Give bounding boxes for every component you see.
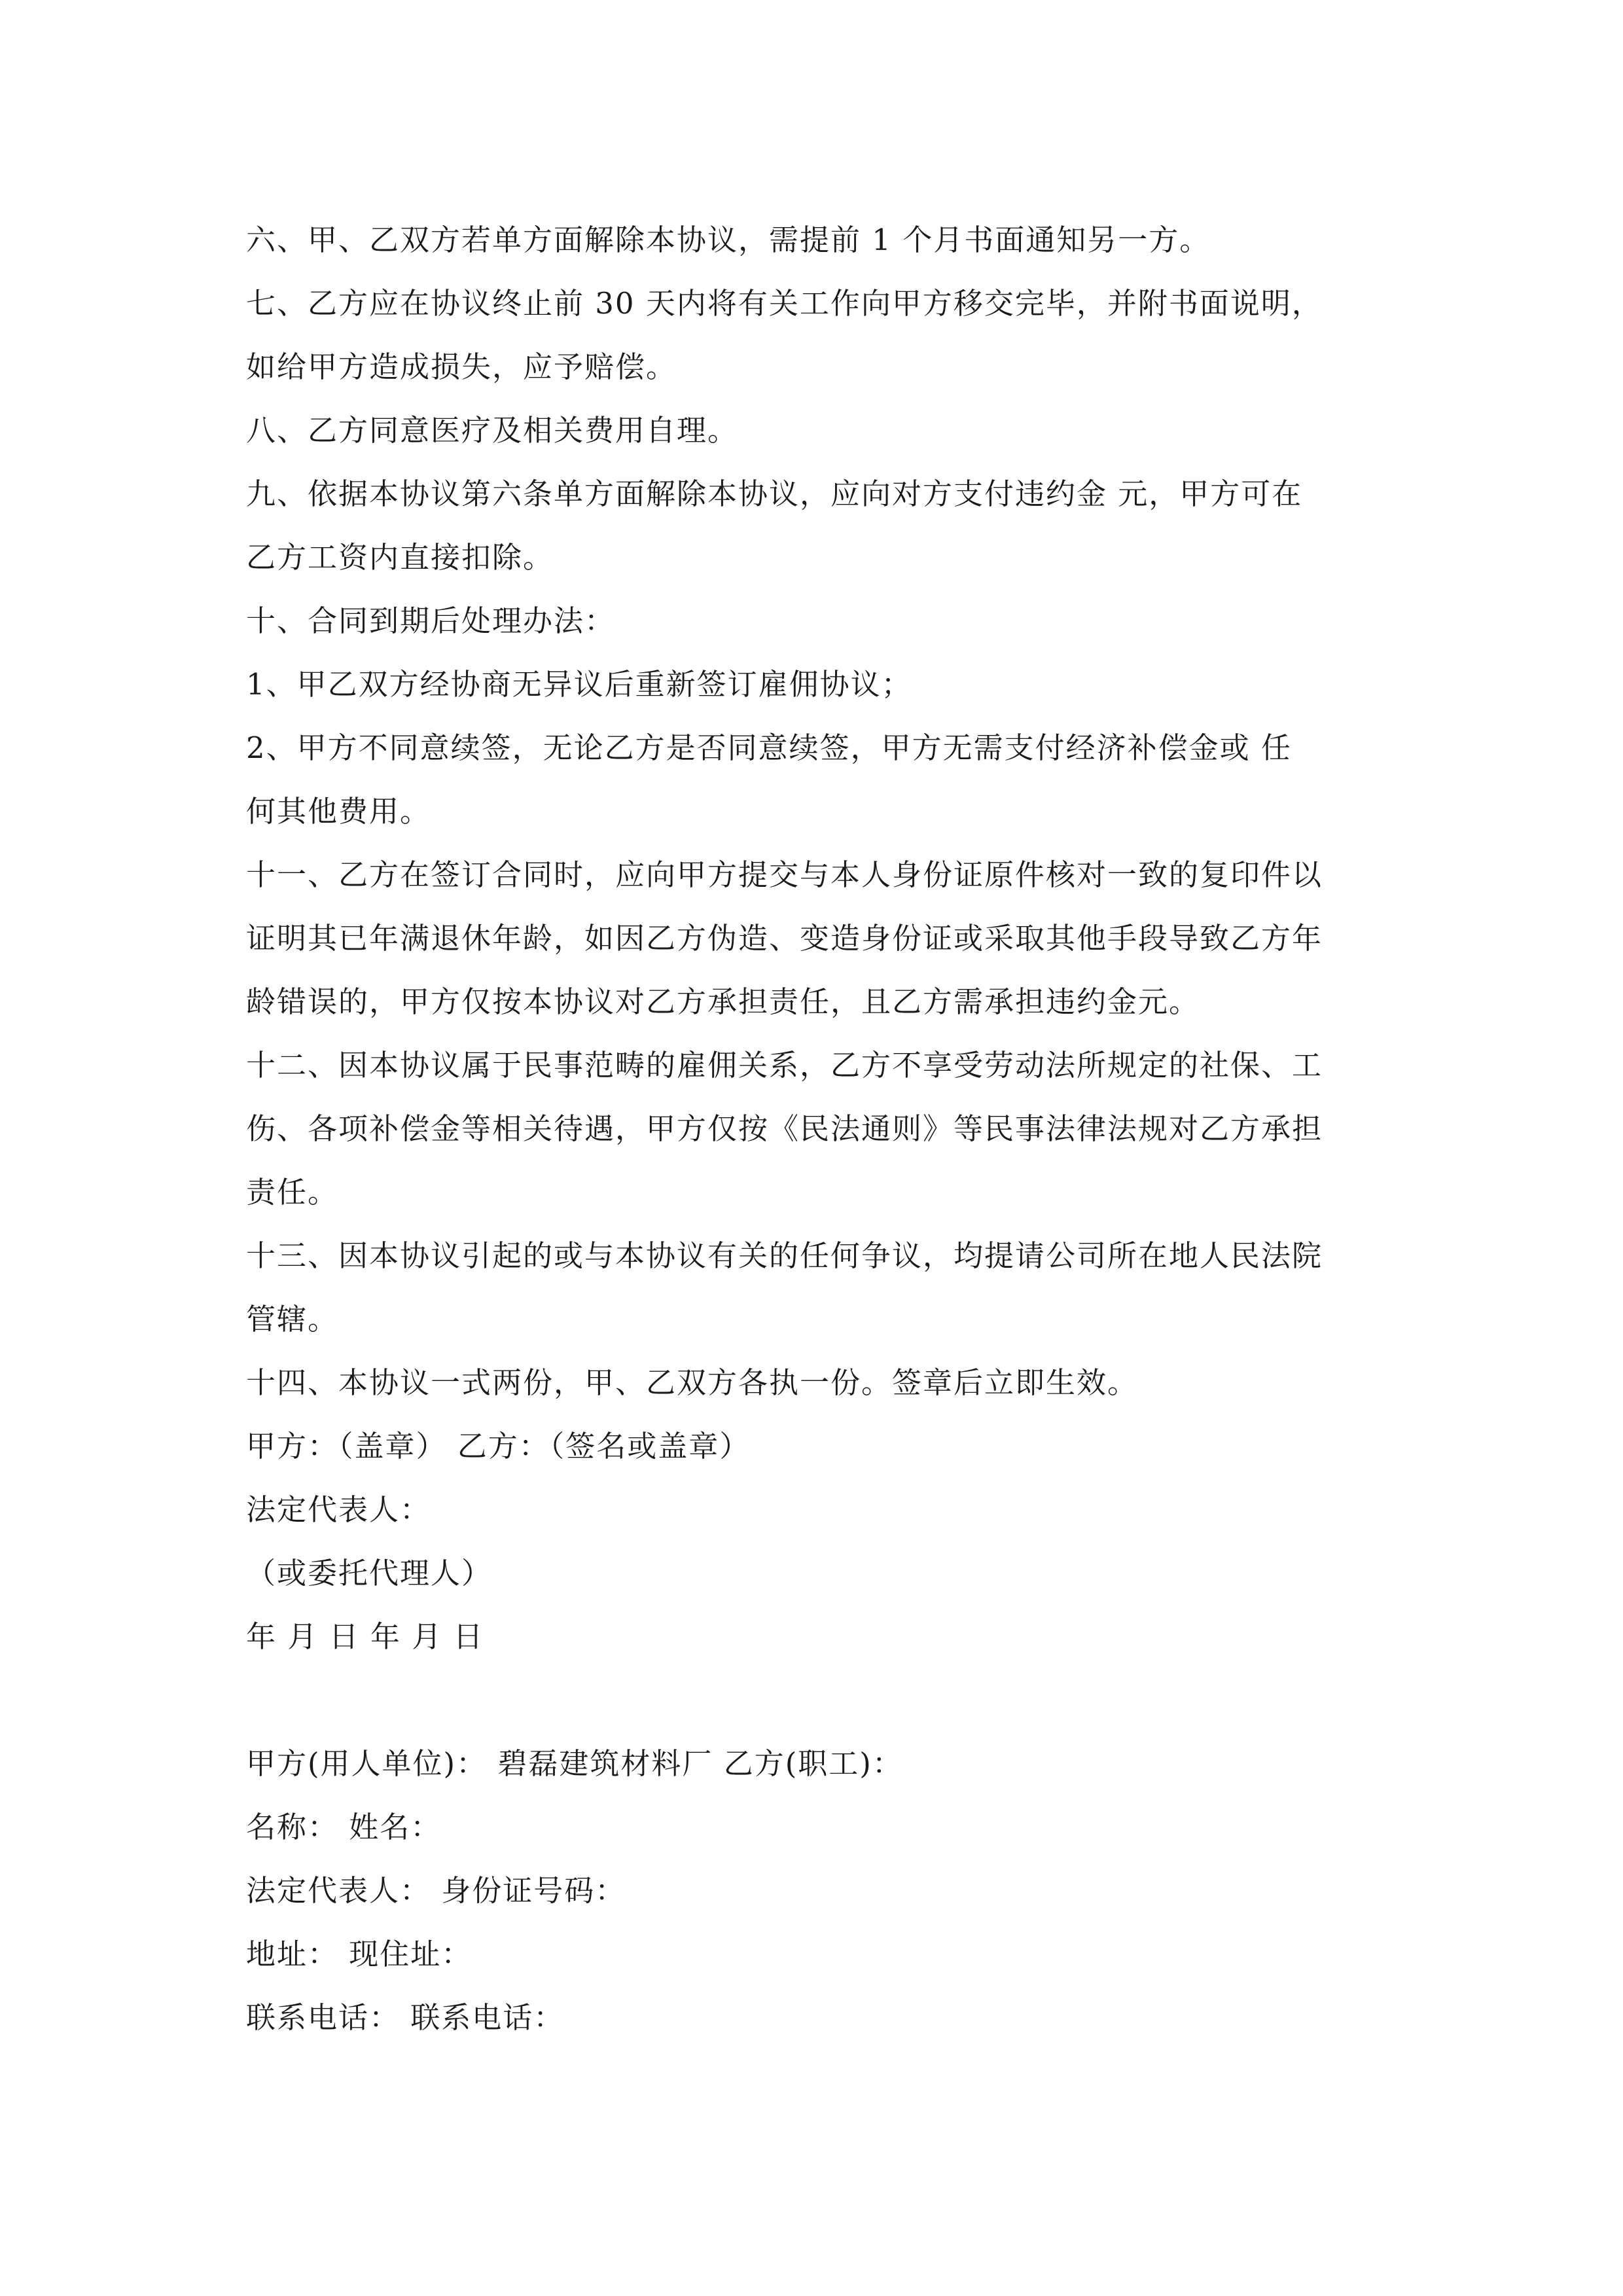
clause-6: 六、甲、乙双方若单方面解除本协议，需提前 1 个月书面通知另一方。	[246, 223, 1211, 257]
clause-10-item-2-line-2: 何其他费用。	[246, 794, 431, 829]
signature-dates: 年 月 日 年 月 日	[246, 1619, 484, 1654]
party-header: 甲方(用人单位)： 碧磊建筑材料厂 乙方(职工)：	[246, 1746, 903, 1781]
clause-9-line-2: 乙方工资内直接扣除。	[246, 540, 554, 575]
clause-11-line-3: 龄错误的，甲方仅按本协议对乙方承担责任，且乙方需承担违约金元。	[246, 984, 1200, 1019]
party-address: 地址： 现住址：	[246, 1937, 473, 1971]
clause-11-line-1: 十一、乙方在签订合同时，应向甲方提交与本人身份证原件核对一致的复印件以	[246, 857, 1323, 892]
section-gap	[246, 1668, 1378, 1732]
clause-13-line-2: 管辖。	[246, 1302, 339, 1336]
clause-14: 十四、本协议一式两份，甲、乙双方各执一份。签章后立即生效。	[246, 1365, 1139, 1400]
legal-representative: 法定代表人：	[246, 1492, 431, 1527]
clause-11-line-2: 证明其已年满退休年龄，如因乙方伪造、变造身份证或采取其他手段导致乙方年	[246, 921, 1323, 956]
signature-parties: 甲方：（盖章） 乙方：（签名或盖章）	[246, 1429, 751, 1463]
party-representative-id: 法定代表人： 身份证号码：	[246, 1873, 626, 1908]
authorized-agent: （或委托代理人）	[246, 1556, 493, 1590]
party-name: 名称： 姓名：	[246, 1810, 442, 1844]
party-phone: 联系电话： 联系电话：	[246, 2000, 565, 2035]
clause-7-line-1: 七、乙方应在协议终止前 30 天内将有关工作向甲方移交完毕，并附书面说明，	[246, 286, 1323, 321]
clause-10-item-2-line-1: 2、甲方不同意续签，无论乙方是否同意续签，甲方无需支付经济补偿金或 任	[246, 730, 1292, 765]
clause-10: 十、合同到期后处理办法：	[246, 603, 616, 638]
clause-9-line-1: 九、依据本协议第六条单方面解除本协议，应向对方支付违约金 元，甲方可在	[246, 476, 1303, 511]
clause-12-line-2: 伤、各项补偿金等相关待遇，甲方仅按《民法通则》等民事法律法规对乙方承担	[246, 1111, 1323, 1146]
clause-12-line-3: 责任。	[246, 1175, 339, 1210]
clause-8: 八、乙方同意医疗及相关费用自理。	[246, 413, 739, 448]
clause-10-item-1: 1、甲乙双方经协商无异议后重新签订雇佣协议；	[246, 667, 912, 702]
clause-12-line-1: 十二、因本协议属于民事范畴的雇佣关系，乙方不享受劳动法所规定的社保、工	[246, 1048, 1323, 1083]
clause-7-line-2: 如给甲方造成损失，应予赔偿。	[246, 350, 677, 384]
clause-13-line-1: 十三、因本协议引起的或与本协议有关的任何争议，均提请公司所在地人民法院	[246, 1238, 1323, 1273]
document-body	[246, 208, 1378, 2049]
